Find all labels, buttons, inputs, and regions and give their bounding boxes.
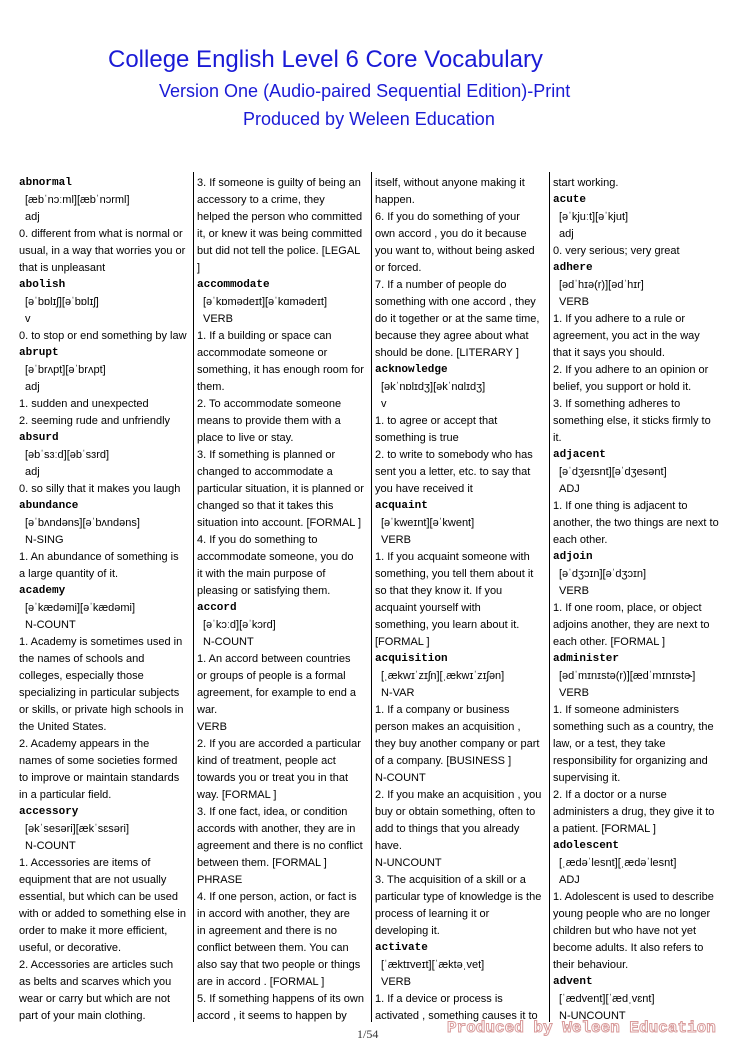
headword: absurd xyxy=(19,432,59,444)
definition-line: accommodate someone or xyxy=(197,347,328,359)
entry-meta: [əˈdʒɔɪn][əˈdʒɔɪn] xyxy=(559,568,647,580)
definition-line: own accord , you do it because xyxy=(375,228,527,240)
headword: abundance xyxy=(19,500,79,512)
definition-line: to improve or maintain standards xyxy=(19,772,180,784)
definition-line: 0. so silly that it makes you laugh xyxy=(19,483,181,495)
definition-line: or forced. xyxy=(375,262,422,274)
definition-line: each other. xyxy=(553,534,608,546)
definition-line: belief, you support or hold it. xyxy=(553,381,692,393)
definition-line: towards you or treat you in that xyxy=(197,772,349,784)
entry-meta: [əˈkɒmədeɪt][əˈkɑmədeɪt] xyxy=(203,296,327,308)
headword: acute xyxy=(553,194,587,206)
entry-meta: ADJ xyxy=(559,874,580,886)
definition-line: 2. If you adhere to an opinion or xyxy=(553,364,709,376)
entry-meta: [əˈbʌndəns][əˈbʌndəns] xyxy=(25,517,140,529)
definition-line: 3. The acquisition of a skill or a xyxy=(375,874,526,886)
definition-line: should be done. [LITERARY ] xyxy=(375,347,519,359)
definition-line: something is true xyxy=(375,432,459,444)
entry-meta: [əkˈnɒlɪdʒ][əkˈnɑlɪdʒ] xyxy=(381,381,486,393)
vocab-column-1 xyxy=(19,175,193,1025)
definition-line: it. xyxy=(553,432,562,444)
definition-line: wear or carry but which are not xyxy=(19,993,171,1005)
definition-line: that is unpleasant xyxy=(19,262,106,274)
definition-line: it with the main purpose of xyxy=(197,568,326,580)
entry-meta: [əbˈsɜːd][əbˈsɜrd] xyxy=(25,449,110,461)
definition-line: they buy another company or part xyxy=(375,738,540,750)
column-divider xyxy=(371,172,372,1022)
entry-meta: [əˈbrʌpt][əˈbrʌpt] xyxy=(25,364,106,376)
definition-line: ] xyxy=(197,262,201,274)
entry-meta: [ədˈmɪnɪstə(r)][ædˈmɪnɪstɚ] xyxy=(559,670,696,682)
entry-meta: [əˈkjuːt][əˈkjut] xyxy=(559,211,629,223)
definition-line: changed so that it takes this xyxy=(197,500,334,512)
definition-line: 1. Academy is sometimes used in xyxy=(19,636,183,648)
definition-line: young people who are no longer xyxy=(553,908,711,920)
vocab-column-2 xyxy=(197,175,371,1025)
definition-line: something with one accord , they xyxy=(375,296,536,308)
definition-line: 2. Academy appears in the xyxy=(19,738,150,750)
definition-line: 1. If one room, place, or object xyxy=(553,602,702,614)
definition-line: agreement and there is no conflict xyxy=(197,840,363,852)
definition-line: VERB xyxy=(197,721,227,733)
watermark: Produced by Weleen Education xyxy=(447,1019,716,1037)
definition-line: 1. If you adhere to a rule or xyxy=(553,313,686,325)
entry-meta: VERB xyxy=(559,296,589,308)
definition-line: N-COUNT xyxy=(375,772,426,784)
entry-meta: [ˌædəˈlesnt][ˌædəˈlesnt] xyxy=(559,857,677,869)
headword: academy xyxy=(19,585,66,597)
definition-line: person makes an acquisition , xyxy=(375,721,521,733)
definition-line: in agreement and there is no xyxy=(197,925,338,937)
definition-line: of a company. [BUSINESS ] xyxy=(375,755,512,767)
entry-meta: N-VAR xyxy=(381,687,415,699)
definition-line: 3. If something is planned or xyxy=(197,449,336,461)
entry-meta: VERB xyxy=(559,687,589,699)
entry-meta: N-COUNT xyxy=(203,636,254,648)
definition-line: 1. If a company or business xyxy=(375,704,510,716)
column-divider xyxy=(193,172,194,1022)
definition-line: 2. To accommodate someone xyxy=(197,398,342,410)
entry-meta: N-UNCOUNT xyxy=(559,1010,626,1022)
headword: adjoin xyxy=(553,551,593,563)
definition-line: activated , something causes it to xyxy=(375,1010,538,1022)
definition-line: become adults. It also refers to xyxy=(553,942,704,954)
definition-line: agreement, you act in the way xyxy=(553,330,700,342)
definition-line: accessory to a crime, they xyxy=(197,194,325,206)
definition-line: 1. An abundance of something is xyxy=(19,551,179,563)
document-title: College English Level 6 Core Vocabulary xyxy=(108,46,543,73)
entry-meta: v xyxy=(25,313,31,325)
entry-meta: [ˈædvent][ˈædˌvɛnt] xyxy=(559,993,655,1005)
definition-line: agreement, for example to end a xyxy=(197,687,356,699)
vocab-column-4 xyxy=(553,175,727,1025)
definition-line: 1. Accessories are items of xyxy=(19,857,151,869)
definition-line: colleges, especially those xyxy=(19,670,144,682)
entry-meta: [əˈdʒeɪsnt][əˈdʒesənt] xyxy=(559,466,667,478)
entry-meta: adj xyxy=(559,228,574,240)
definition-line: it, or knew it was being committed xyxy=(197,228,363,240)
definition-line: but did not tell the police. [LEGAL xyxy=(197,245,361,257)
headword: adolescent xyxy=(553,840,620,852)
definition-line: kind of treatment, people act xyxy=(197,755,336,767)
headword: adjacent xyxy=(553,449,606,461)
entry-meta: [əˈkɔːd][əˈkɔrd] xyxy=(203,619,276,631)
entry-meta: [əˈkweɪnt][əˈkwent] xyxy=(381,517,475,529)
definition-line: names of some societies formed xyxy=(19,755,178,767)
headword: accommodate xyxy=(197,279,270,291)
definition-line: pleasing or satisfying them. xyxy=(197,585,331,597)
definition-line: helped the person who committed xyxy=(197,211,363,223)
definition-line: place to live or stay. xyxy=(197,432,294,444)
definition-line: 1. sudden and unexpected xyxy=(19,398,149,410)
headword: abnormal xyxy=(19,177,72,189)
page-number: 1/54 xyxy=(357,1027,379,1041)
entry-meta: VERB xyxy=(381,534,411,546)
definition-line: 2. If a doctor or a nurse xyxy=(553,789,667,801)
definition-line: situation into account. [FORMAL ] xyxy=(197,517,362,529)
definition-line: or groups of people is a formal xyxy=(197,670,346,682)
definition-line: between them. [FORMAL ] xyxy=(197,857,327,869)
definition-line: itself, without anyone making it xyxy=(375,177,525,189)
definition-line: in accord with another, they are xyxy=(197,908,350,920)
definition-line: do it together or at the same time, xyxy=(375,313,540,325)
definition-line: 2. Accessories are articles such xyxy=(19,959,174,971)
entry-meta: adj xyxy=(25,211,40,223)
definition-line: accords with another, they are in xyxy=(197,823,356,835)
definition-line: adjoins another, they are next to xyxy=(553,619,710,631)
definition-line: N-UNCOUNT xyxy=(375,857,442,869)
definition-line: 2. to write to somebody who has xyxy=(375,449,533,461)
definition-line: a patient. [FORMAL ] xyxy=(553,823,656,835)
document-subtitle: Version One (Audio-paired Sequential Edition)-Print xyxy=(159,81,571,101)
definition-line: something such as a country, the xyxy=(553,721,714,733)
definition-line: 6. If you do something of your xyxy=(375,211,520,223)
definition-line: 4. If you do something to xyxy=(197,534,318,546)
definition-line: [FORMAL ] xyxy=(375,636,430,648)
headword: administer xyxy=(553,653,620,665)
definition-line: process of learning it or xyxy=(375,908,490,920)
entry-meta: VERB xyxy=(559,585,589,597)
definition-line: particular type of knowledge is the xyxy=(375,891,542,903)
entry-meta: [əˈbɒlɪʃ][əˈbɒlɪʃ] xyxy=(25,296,99,308)
entry-meta: VERB xyxy=(381,976,411,988)
column-divider xyxy=(549,172,550,1022)
definition-line: have. xyxy=(375,840,402,852)
definition-line: 2. seeming rude and unfriendly xyxy=(19,415,171,427)
definition-line: 3. If one fact, idea, or condition xyxy=(197,806,348,818)
definition-line: changed to accommodate a xyxy=(197,466,333,478)
definition-line: you have received it xyxy=(375,483,473,495)
definition-line: accord , it seems to happen by xyxy=(197,1010,347,1022)
definition-line: responsibility for organizing and xyxy=(553,755,708,767)
definition-line: 1. If you acquaint someone with xyxy=(375,551,530,563)
definition-line: something, it has enough room for xyxy=(197,364,364,376)
definition-line: their behaviour. xyxy=(553,959,629,971)
definition-line: or skills, or private high schools in xyxy=(19,704,184,716)
definition-line: 7. If a number of people do xyxy=(375,279,507,291)
definition-line: 5. If something happens of its own xyxy=(197,993,364,1005)
definition-line: 1. If one thing is adjacent to xyxy=(553,500,688,512)
definition-line: 1. Adolescent is used to describe xyxy=(553,891,714,903)
definition-line: means to provide them with a xyxy=(197,415,341,427)
headword: activate xyxy=(375,942,428,954)
definition-line: 2. If you make an acquisition , you xyxy=(375,789,542,801)
entry-meta: VERB xyxy=(203,313,233,325)
definition-line: something, you learn about it. xyxy=(375,619,520,631)
definition-line: the United States. xyxy=(19,721,107,733)
definition-line: something, you tell them about it xyxy=(375,568,534,580)
definition-line: PHRASE xyxy=(197,874,243,886)
definition-line: so that they know it. If you xyxy=(375,585,503,597)
headword: advent xyxy=(553,976,593,988)
definition-line: accommodate someone, you do xyxy=(197,551,354,563)
entry-meta: [əˈkædəmi][əˈkædəmi] xyxy=(25,602,136,614)
definition-line: war. xyxy=(197,704,218,716)
definition-line: 1. An accord between countries xyxy=(197,653,351,665)
definition-line: as belts and scarves which you xyxy=(19,976,172,988)
definition-line: 1. If a building or space can xyxy=(197,330,332,342)
definition-line: a large quantity of it. xyxy=(19,568,119,580)
definition-line: 1. If a device or process is xyxy=(375,993,503,1005)
definition-line: also say that two people or things xyxy=(197,959,361,971)
definition-line: law, or a test, they take xyxy=(553,738,666,750)
definition-line: 1. to agree or accept that xyxy=(375,415,498,427)
definition-line: them. xyxy=(197,381,225,393)
producer-line: Produced by Weleen Education xyxy=(243,109,495,129)
definition-line: order to make it more efficient, xyxy=(19,925,168,937)
definition-line: each other. [FORMAL ] xyxy=(553,636,666,648)
definition-line: particular situation, it is planned or xyxy=(197,483,364,495)
definition-line: something else, it sticks firmly to xyxy=(553,415,711,427)
definition-line: usual, in a way that worries you or xyxy=(19,245,186,257)
headword: acquisition xyxy=(375,653,448,665)
definition-line: happen. xyxy=(375,194,415,206)
definition-line: another, the two things are next to xyxy=(553,517,719,529)
definition-line: way. [FORMAL ] xyxy=(197,789,277,801)
definition-line: specializing in particular subjects xyxy=(19,687,180,699)
entry-meta: N-SING xyxy=(25,534,64,546)
vocab-column-3 xyxy=(375,175,549,1025)
definition-line: because they agree about what xyxy=(375,330,529,342)
definition-line: children but who have not yet xyxy=(553,925,697,937)
definition-line: useful, or decorative. xyxy=(19,942,122,954)
definition-line: 3. If something adheres to xyxy=(553,398,681,410)
entry-meta: N-COUNT xyxy=(25,619,76,631)
definition-line: sent you a letter, etc. to say that xyxy=(375,466,531,478)
definition-line: developing it. xyxy=(375,925,440,937)
definition-line: essential, but which can be used xyxy=(19,891,178,903)
headword: acknowledge xyxy=(375,364,448,376)
definition-line: equipment that are not usually xyxy=(19,874,167,886)
definition-line: acquaint yourself with xyxy=(375,602,481,614)
entry-meta: v xyxy=(381,398,387,410)
definition-line: 1. If someone administers xyxy=(553,704,679,716)
definition-line: 0. to stop or end something by law xyxy=(19,330,187,342)
definition-line: with or added to something else in xyxy=(19,908,186,920)
entry-meta: N-COUNT xyxy=(25,840,76,852)
definition-line: the names of schools and xyxy=(19,653,145,665)
definition-line: you want to, without being asked xyxy=(375,245,535,257)
definition-line: 3. If someone is guilty of being an xyxy=(197,177,361,189)
definition-line: conflict between them. You can xyxy=(197,942,349,954)
definition-line: 0. very serious; very great xyxy=(553,245,680,257)
entry-meta: [ədˈhɪə(r)][ədˈhɪr] xyxy=(559,279,644,291)
definition-line: administers a drug, they give it to xyxy=(553,806,715,818)
definition-line: 0. different from what is normal or xyxy=(19,228,183,240)
headword: acquaint xyxy=(375,500,428,512)
definition-line: 4. If one person, action, or fact is xyxy=(197,891,357,903)
entry-meta: ADJ xyxy=(559,483,580,495)
entry-meta: adj xyxy=(25,466,40,478)
definition-line: supervising it. xyxy=(553,772,621,784)
headword: accessory xyxy=(19,806,79,818)
entry-meta: [ˌækwɪˈzɪʃn][ˌækwɪˈzɪʃən] xyxy=(381,670,505,682)
definition-line: part of your main clothing. xyxy=(19,1010,146,1022)
definition-line: in a particular field. xyxy=(19,789,112,801)
definition-line: 2. If you are accorded a particular xyxy=(197,738,361,750)
definition-line: add to things that you already xyxy=(375,823,520,835)
definition-line: are in accord . [FORMAL ] xyxy=(197,976,325,988)
entry-meta: adj xyxy=(25,381,40,393)
definition-line: that it says you should. xyxy=(553,347,665,359)
entry-meta: [ˈæktɪveɪt][ˈæktəˌvet] xyxy=(381,959,485,971)
definition-line: buy or obtain something, often to xyxy=(375,806,536,818)
headword: accord xyxy=(197,602,237,614)
headword: adhere xyxy=(553,262,593,274)
entry-meta: [əkˈsesəri][ækˈsɛsəri] xyxy=(25,823,130,835)
definition-line: start working. xyxy=(553,177,619,189)
headword: abolish xyxy=(19,279,66,291)
entry-meta: [æbˈnɔːml][æbˈnɔrml] xyxy=(25,194,130,206)
headword: abrupt xyxy=(19,347,59,359)
